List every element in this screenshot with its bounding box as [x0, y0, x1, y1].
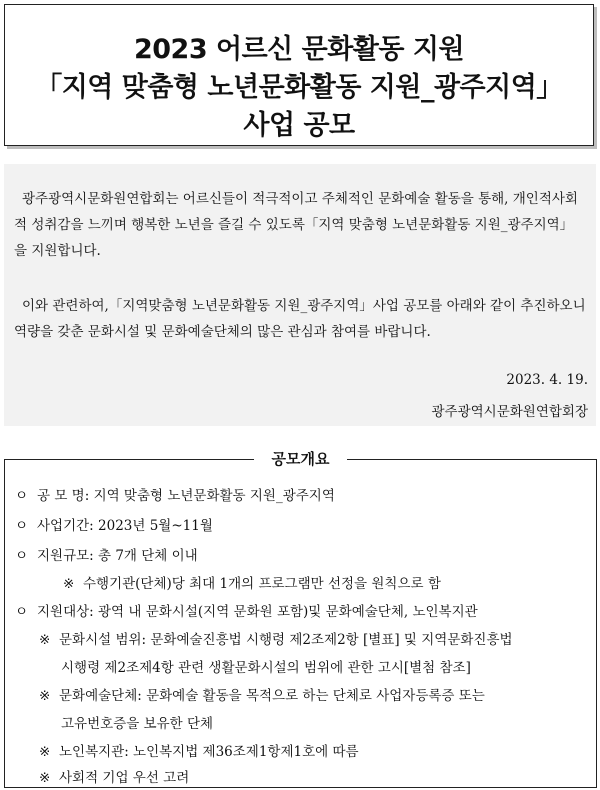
note-social: ※ 사회적 기업 우선 고려	[39, 770, 190, 786]
item-label: 지원대상	[37, 604, 90, 620]
item-label: 사업기간	[37, 518, 90, 534]
title-line-2: 「지역 맞춤형 노년문화활동 지원_광주지역」	[35, 72, 563, 103]
notice-date: 2023. 4. 19.	[506, 372, 588, 388]
reference-mark-icon: ※	[39, 770, 51, 786]
item-value: 총 7개 단체 이내	[98, 548, 198, 564]
summary-item-target: ㅇ 지원대상: 광역 내 문화시설(지역 문화원 포함)및 문화예술단체, 노인복지관	[15, 600, 478, 620]
summary-box	[4, 450, 597, 788]
reference-mark-icon: ※	[39, 688, 51, 704]
summary-item-period: ㅇ 사업기간: 2023년 5월~11월	[15, 514, 213, 534]
reference-mark-icon: ※	[39, 744, 51, 760]
note-facility-line-1: ※ 문화시설 범위: 문화예술진흥법 시행령 제2조제2항 [별표] 및 지역문화진흥법	[39, 632, 513, 648]
bullet-icon: ㅇ	[15, 548, 29, 564]
bullet-icon: ㅇ	[15, 488, 29, 504]
reference-mark-icon: ※	[63, 576, 75, 592]
title-line-3: 사업 공모	[243, 110, 355, 141]
item-value: 2023년 5월~11월	[98, 518, 213, 534]
notice-signer: 광주광역시문화원연합회장	[431, 404, 588, 420]
summary-heading: 공모개요	[254, 448, 348, 469]
summary-item-scale: ㅇ 지원규모: 총 7개 단체 이내	[15, 544, 198, 564]
note-scale: ※ 수행기관(단체)당 최대 1개의 프로그램만 선정을 원칙으로 함	[63, 576, 441, 592]
note-facility-line-2: 시행령 제2조제4항 관련 생활문화시설의 범위에 관한 고시[별첨 참조]	[61, 660, 471, 676]
bullet-icon: ㅇ	[15, 604, 29, 620]
reference-mark-icon: ※	[39, 632, 51, 648]
item-value: 광역 내 문화시설(지역 문화원 포함)및 문화예술단체, 노인복지관	[98, 604, 478, 620]
note-welfare: ※ 노인복지관: 노인복지법 제36조제1항제1호에 따름	[39, 744, 359, 760]
item-label: 공 모 명	[37, 488, 85, 504]
title-box	[4, 4, 594, 146]
summary-item-name: ㅇ 공 모 명: 지역 맞춤형 노년문화활동 지원_광주지역	[15, 484, 335, 504]
intro-paragraph-2: 이와 관련하여,「지역맞춤형 노년문화활동 지원_광주지역」사업 공모를 아래와 같이 추진하오니 역량을 갖춘 문화시설 및 문화예술단체의 많은 관심과 참여를 바랍니다.	[14, 298, 586, 340]
title-line-1: 2023 어르신 문화활동 지원	[133, 34, 465, 65]
bullet-icon: ㅇ	[15, 518, 29, 534]
intro-paragraph-1: 광주광역시문화원연합회는 어르신들이 적극적이고 주체적인 문화예술 활동을 통해, 개인적사회적 성취감을 느끼며 행복한 노년을 즐길 수 있도록「지역 맞춤형 노년문화활동 지원_광주지역」을 지원합니다.	[14, 191, 578, 259]
note-group-line-2: 고유번호증을 보유한 단체	[61, 716, 214, 732]
note-group-line-1: ※ 문화예술단체: 문화예술 활동을 목적으로 하는 단체로 사업자등록증 또는	[39, 688, 485, 704]
item-label: 지원규모	[37, 548, 90, 564]
item-value: 지역 맞춤형 노년문화활동 지원_광주지역	[93, 488, 335, 504]
intro-section	[4, 164, 596, 426]
